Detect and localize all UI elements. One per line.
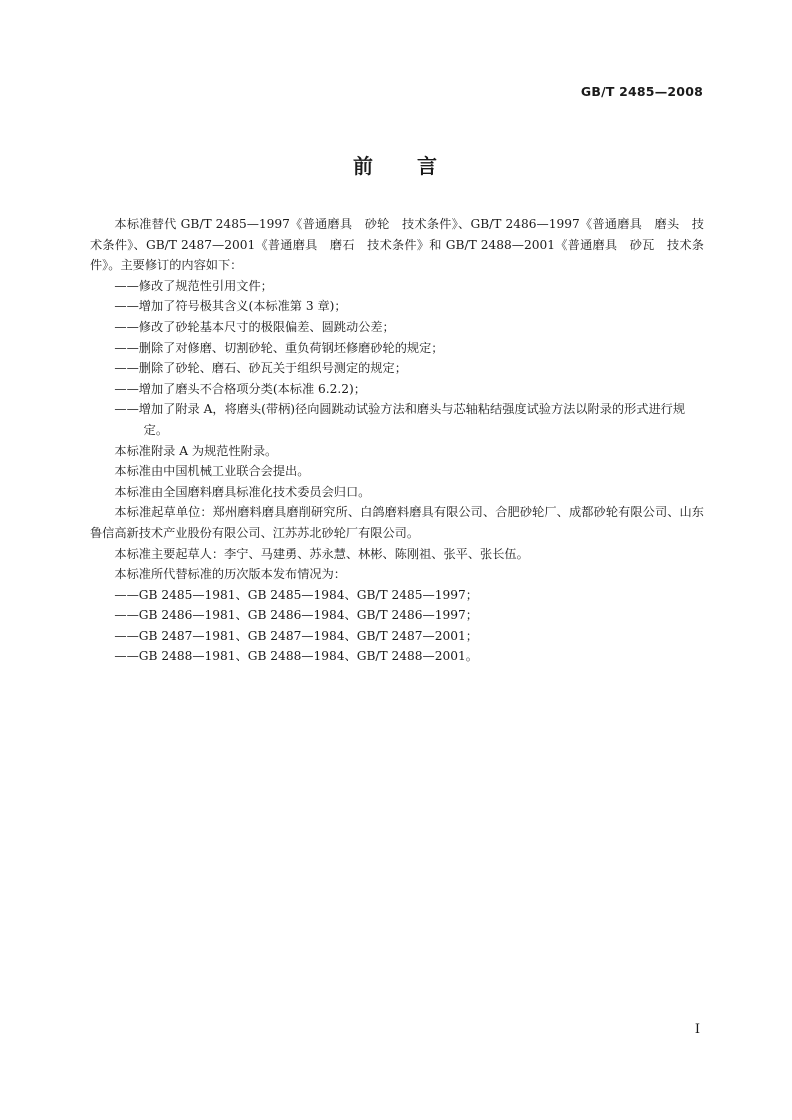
title-char-1: 前	[353, 154, 375, 178]
drafting-units-statement: 本标准起草单位：郑州磨料磨具磨削研究所、白鸽磨料磨具有限公司、合肥砂轮厂、成都砂轮有限公司、山东鲁信高新技术产业股份有限公司、江苏苏北砂轮厂有限公司。	[90, 505, 704, 540]
standard-number: GB/T 2485—2008	[580, 84, 703, 99]
list-item: ——删除了对修磨、切割砂轮、重负荷钢坯修磨砂轮的规定；	[114, 340, 444, 355]
list-item: ——增加了符号极其含义(本标准第 3 章)；	[114, 299, 347, 314]
list-item: ——增加了磨头不合格项分类(本标准 6.2.2)；	[114, 381, 366, 396]
list-item: ——增加了附录 A，将磨头(带柄)径向圆跳动试验方法和磨头与芯轴粘结强度试验方法以附录的形式进行规定。	[114, 402, 686, 437]
list-item: ——修改了砂轮基本尺寸的极限偏差、圆跳动公差；	[114, 319, 395, 334]
drafters-statement: 本标准主要起草人：李宁、马建勇、苏永慧、林彬、陈刚祖、张平、张长伍。	[114, 546, 529, 561]
annex-statement: 本标准附录 A 为规范性附录。	[114, 443, 278, 458]
list-item: ——修改了规范性引用文件；	[114, 278, 273, 293]
foreword-body	[90, 214, 704, 667]
page-number: I	[694, 1022, 700, 1037]
history-statement: 本标准所代替标准的历次版本发布情况为：	[114, 567, 346, 582]
changes-list	[90, 276, 704, 441]
committee-statement: 本标准由全国磨料磨具标准化技术委员会归口。	[114, 484, 371, 499]
intro-paragraph: 本标准替代 GB/T 2485—1997《普通磨具 砂轮 技术条件》、GB/T 2486—1997《普通磨具 磨头 技术条件》、GB/T 2487—2001《普通磨具 磨石 技术条件》和 GB/T 2488—2001《普通磨具 砂瓦 技术条件》。主要修订的内容如下：	[90, 217, 704, 273]
list-item: ——GB 2485—1981、GB 2485—1984、GB/T 2485—1997；	[114, 587, 478, 602]
list-item: ——GB 2487—1981、GB 2487—1984、GB/T 2487—2001；	[114, 628, 478, 643]
history-list	[90, 585, 704, 667]
proposer-statement: 本标准由中国机械工业联合会提出。	[114, 464, 310, 479]
list-item: ——GB 2488—1981、GB 2488—1984、GB/T 2488—2001。	[114, 649, 478, 664]
title-char-2: 言	[417, 154, 439, 178]
list-item: ——删除了砂轮、磨石、砂瓦关于组织号测定的规定；	[114, 361, 407, 376]
list-item: ——GB 2486—1981、GB 2486—1984、GB/T 2486—1997；	[114, 608, 478, 623]
page-title	[0, 150, 792, 179]
